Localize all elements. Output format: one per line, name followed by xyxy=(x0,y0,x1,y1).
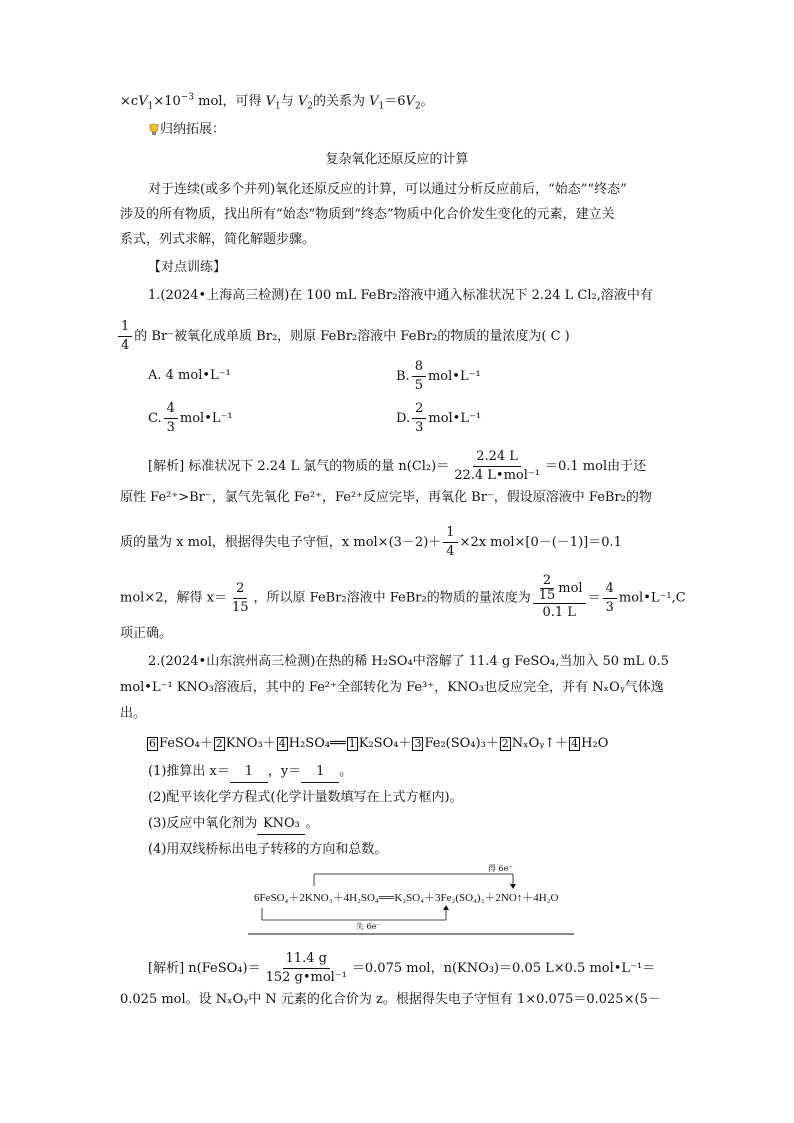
option-d: D. $\frac{2}{3}$ mol•L⁻¹ xyxy=(396,401,482,435)
option-c: C. $\frac{4}{3}$ mol•L⁻¹ xyxy=(148,401,233,435)
analysis-1-line-5: 项正确。 xyxy=(120,626,173,641)
question-1-line-1: 1.(2024•上海高三检测)在 100 mL FeBr₂溶液中通入标准状况下 2.24 L Cl₂,溶液中有 xyxy=(148,288,653,303)
option-a: A. 4 mol•L⁻¹ xyxy=(148,368,231,383)
summary-label: 归纳拓展： xyxy=(160,122,226,137)
practice-label: 【对点训练】 xyxy=(148,260,227,275)
question-2-line-3: 出。 xyxy=(120,706,147,721)
paragraph-line-1: 对于连续(或多个并列)氧化还原反应的计算，可以通过分析反应前后，“始态”“终态” xyxy=(148,182,627,197)
balanced-equation: 6 FeSO₄＋ 2 KNO₃＋ 4 H₂SO₄══ 1 K₂SO₄＋ 3 Fe₂(SO₄)₃＋ 2 NₓOᵧ↑＋ 4 H₂O xyxy=(149,736,609,751)
lose-electrons-label: 失 6e⁻ xyxy=(356,922,381,931)
lightbulb-icon xyxy=(148,123,160,137)
bridge-equation: 6FeSO₄＋2KNO₃＋4H₂SO₄══K₂SO₄＋3Fe₂(SO₄)₃＋2NO↑＋4H₂O xyxy=(254,892,559,904)
sub-question-4: (4)用双线桥标出电子转移的方向和总数。 xyxy=(148,842,388,857)
analysis-2-line-1: [解析] n(FeSO₄)＝ $\frac{11.4 g}{\text{152 g•mol⁻¹}}$ ＝0.075 mol，n(KNO₃)＝0.05 L×0.5 mol•L⁻¹＝ xyxy=(148,951,656,985)
question-2-line-1: 2.(2024•山东滨州高三检测)在热的稀 H₂SO₄中溶解了 11.4 g FeSO₄,当加入 50 mL 0.5 xyxy=(148,654,669,669)
sub-question-2: (2)配平该化学方程式(化学计量数填写在上式方框内)。 xyxy=(148,790,463,805)
analysis-1-line-1: [解析] 标准状况下 2.24 L 氯气的物质的量 n(Cl₂)＝ $\frac{2.24 L}{\text{22.4 L•mol⁻¹}}$ ＝0.1 mol由于还 xyxy=(148,449,647,483)
paragraph-line-3: 系式，列式求解，简化解题步骤。 xyxy=(120,232,316,247)
double-bridge-diagram xyxy=(248,864,574,936)
fraction-quarter: $\frac{1}{4}$ xyxy=(118,318,132,355)
section-title: 复杂氧化还原反应的计算 xyxy=(325,152,469,167)
summary-heading xyxy=(148,120,225,140)
question-1-line-2: $\frac{1}{4}$ 的 Br⁻被氧化成单质 Br₂，则原 FeBr₂溶液中 FeBr₂的物质的量浓度为( C ) xyxy=(116,318,570,355)
analysis-1-line-3: 质的量为 x mol，根据得失电子守恒，x mol×(3－2)＋ $\frac{1}{4}$ ×2x mol×[0－(－1)]＝0.1 xyxy=(120,525,622,559)
continuation-line: $\times cV_1\times 10^{-3}$ mol，可得 $V_1$与 $V_2$的关系为 $V_1=6V_2$。 xyxy=(120,92,434,112)
question-2-line-2: mol•L⁻¹ KNO₃溶液后，其中的 Fe²⁺全部转化为 Fe³⁺，KNO₃也反应完全，并有 NₓOᵧ气体逸 xyxy=(120,680,664,695)
sub-question-1: (1)推算出 x＝ 1 ，y＝ 1 。 xyxy=(148,762,352,783)
sub-question-3: (3)反应中氧化剂为 KNO₃ 。 xyxy=(148,814,318,835)
analysis-2-line-2: 0.025 mol。设 NₓOᵧ中 N 元素的化合价为 z。根据得失电子守恒有 1×0.075＝0.025×(5－ xyxy=(120,992,661,1007)
gain-electrons-label: 得 6e⁻ xyxy=(488,864,513,873)
option-b: B. $\frac{8}{5}$ mol•L⁻¹ xyxy=(396,359,481,393)
analysis-1-line-4: mol×2，解得 x＝ $\frac{2}{15}$ ，所以原 FeBr₂溶液中 FeBr₂的物质的量浓度为 $\frac{2}{15}$ mol 0.1 L ＝ $\frac{4}{3}$ mol•L⁻¹,C xyxy=(120,573,686,620)
paragraph-line-2: 涉及的所有物质，找出所有“始态”物质到“终态”物质中化合价发生变化的元素，建立关 xyxy=(120,207,615,222)
analysis-1-line-2: 原性 Fe²⁺>Br⁻，氯气先氧化 Fe²⁺，Fe²⁺反应完毕，再氧化 Br⁻，假设原溶液中 FeBr₂的物 xyxy=(120,490,652,505)
